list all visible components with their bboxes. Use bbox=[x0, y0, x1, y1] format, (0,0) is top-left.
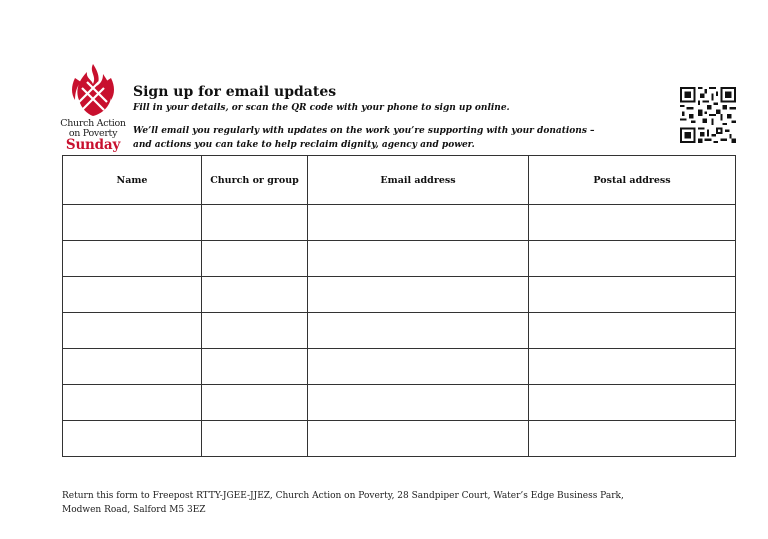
cell-church-or-group[interactable] bbox=[202, 385, 308, 421]
logo-text-line2: on Poverty bbox=[68, 128, 118, 139]
logo-text-line1: Church Action bbox=[60, 118, 126, 129]
cell-name[interactable] bbox=[63, 205, 202, 241]
column-header-email-address: Email address bbox=[308, 156, 529, 205]
cell-postal-address[interactable] bbox=[529, 421, 736, 457]
description-line-1: We’ll email you regularly with updates on the work you’re supporting with your donations – bbox=[133, 126, 595, 136]
cell-postal-address[interactable] bbox=[529, 349, 736, 385]
table-row bbox=[63, 277, 736, 313]
cell-email-address[interactable] bbox=[308, 277, 529, 313]
cell-email-address[interactable] bbox=[308, 349, 529, 385]
table-row bbox=[63, 349, 736, 385]
cell-name[interactable] bbox=[63, 277, 202, 313]
cell-email-address[interactable] bbox=[308, 241, 529, 277]
cell-church-or-group[interactable] bbox=[202, 349, 308, 385]
cell-name[interactable] bbox=[63, 313, 202, 349]
cell-name[interactable] bbox=[63, 421, 202, 457]
cell-postal-address[interactable] bbox=[529, 277, 736, 313]
cell-church-or-group[interactable] bbox=[202, 313, 308, 349]
column-header-postal-address: Postal address bbox=[529, 156, 736, 205]
cell-postal-address[interactable] bbox=[529, 205, 736, 241]
signup-table bbox=[62, 155, 736, 457]
table-row bbox=[63, 421, 736, 457]
cell-church-or-group[interactable] bbox=[202, 205, 308, 241]
cell-church-or-group[interactable] bbox=[202, 241, 308, 277]
column-header-name: Name bbox=[63, 156, 202, 205]
cell-postal-address[interactable] bbox=[529, 313, 736, 349]
table-row bbox=[63, 385, 736, 421]
cell-email-address[interactable] bbox=[308, 205, 529, 241]
church-action-on-poverty-logo bbox=[59, 62, 127, 154]
cell-email-address[interactable] bbox=[308, 421, 529, 457]
table-body bbox=[63, 205, 736, 457]
cell-church-or-group[interactable] bbox=[202, 421, 308, 457]
page-title: Sign up for email updates bbox=[133, 84, 337, 100]
description-text bbox=[133, 124, 595, 152]
qr-code-icon bbox=[680, 87, 736, 143]
table-row bbox=[63, 313, 736, 349]
return-address-line-2: Modwen Road, Salford M5 3EZ bbox=[62, 505, 206, 515]
table-row bbox=[63, 241, 736, 277]
return-address bbox=[62, 489, 624, 517]
return-address-line-1: Return this form to Freepost RTTY-JGEE-JJEZ, Church Action on Poverty, 28 Sandpiper Court, Water’s Edge Business Park, bbox=[62, 491, 624, 501]
cell-name[interactable] bbox=[63, 349, 202, 385]
flame-icon bbox=[67, 62, 119, 118]
column-header-church-or-group: Church or group bbox=[202, 156, 308, 205]
cell-name[interactable] bbox=[63, 241, 202, 277]
cell-postal-address[interactable] bbox=[529, 385, 736, 421]
cell-name[interactable] bbox=[63, 385, 202, 421]
instruction-text: Fill in your details, or scan the QR code with your phone to sign up online. bbox=[133, 103, 510, 113]
cell-church-or-group[interactable] bbox=[202, 277, 308, 313]
cell-email-address[interactable] bbox=[308, 313, 529, 349]
cell-email-address[interactable] bbox=[308, 385, 529, 421]
cell-postal-address[interactable] bbox=[529, 241, 736, 277]
logo-sunday-text: Sunday bbox=[65, 137, 121, 153]
table-row bbox=[63, 205, 736, 241]
table-header-row bbox=[63, 156, 736, 205]
description-line-2: and actions you can take to help reclaim dignity, agency and power. bbox=[133, 140, 475, 150]
